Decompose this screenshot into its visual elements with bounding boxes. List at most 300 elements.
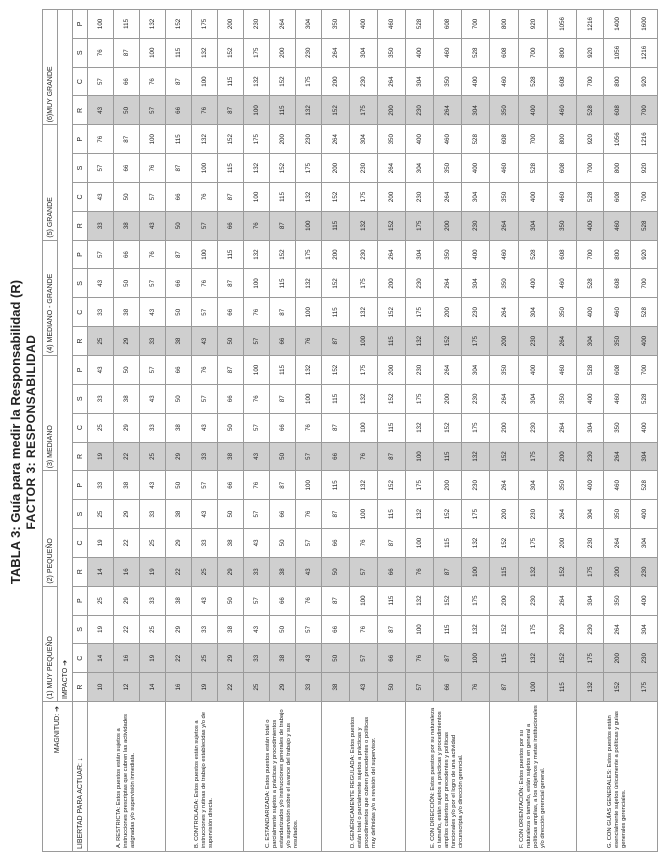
value-cell: 200 bbox=[378, 269, 406, 298]
value-cell: 25 bbox=[244, 673, 270, 702]
value-cell: 264 bbox=[490, 211, 519, 240]
value-cell: 175 bbox=[406, 211, 434, 240]
value-cell: 264 bbox=[322, 125, 350, 154]
value-cell: 264 bbox=[604, 615, 631, 644]
value-cell: 400 bbox=[462, 154, 490, 183]
value-cell: 200 bbox=[490, 413, 519, 442]
value-cell: 800 bbox=[604, 240, 631, 269]
impact-code: C bbox=[73, 182, 88, 211]
value-cell: 57 bbox=[350, 644, 378, 673]
value-cell: 350 bbox=[604, 327, 631, 356]
value-cell: 460 bbox=[548, 96, 577, 125]
value-cell: 38 bbox=[114, 471, 140, 500]
value-cell: 152 bbox=[322, 355, 350, 384]
value-cell: 38 bbox=[218, 529, 244, 558]
value-cell: 115 bbox=[378, 327, 406, 356]
value-cell: 528 bbox=[406, 9, 434, 38]
value-cell: 100 bbox=[140, 125, 166, 154]
value-cell: 50 bbox=[270, 529, 296, 558]
value-cell: 400 bbox=[462, 67, 490, 96]
value-cell: 43 bbox=[244, 442, 270, 471]
value-cell: 66 bbox=[434, 673, 462, 702]
value-cell: 700 bbox=[631, 269, 658, 298]
value-cell: 38 bbox=[114, 298, 140, 327]
value-cell: 50 bbox=[218, 586, 244, 615]
value-cell: 400 bbox=[350, 9, 378, 38]
value-cell: 528 bbox=[577, 96, 604, 125]
value-cell: 460 bbox=[490, 154, 519, 183]
value-cell: 350 bbox=[434, 67, 462, 96]
impact-code: C bbox=[73, 67, 88, 96]
value-cell: 175 bbox=[296, 240, 322, 269]
value-cell: 100 bbox=[462, 557, 490, 586]
value-cell: 38 bbox=[218, 615, 244, 644]
value-cell: 264 bbox=[378, 240, 406, 269]
table-row bbox=[406, 9, 434, 851]
value-cell: 1056 bbox=[604, 125, 631, 154]
value-cell: 66 bbox=[322, 442, 350, 471]
value-cell: 264 bbox=[434, 96, 462, 125]
value-cell: 57 bbox=[192, 471, 218, 500]
value-cell: 608 bbox=[604, 182, 631, 211]
value-cell: 57 bbox=[296, 529, 322, 558]
value-cell: 57 bbox=[192, 384, 218, 413]
value-cell: 57 bbox=[140, 269, 166, 298]
value-cell: 264 bbox=[434, 269, 462, 298]
value-cell: 25 bbox=[88, 327, 114, 356]
value-cell: 152 bbox=[490, 529, 519, 558]
value-cell: 608 bbox=[604, 355, 631, 384]
value-cell: 43 bbox=[296, 644, 322, 673]
value-cell: 200 bbox=[604, 644, 631, 673]
value-cell: 700 bbox=[519, 125, 548, 154]
value-cell: 800 bbox=[548, 125, 577, 154]
value-cell: 57 bbox=[244, 413, 270, 442]
value-cell: 76 bbox=[244, 298, 270, 327]
value-cell: 33 bbox=[140, 327, 166, 356]
value-cell: 175 bbox=[577, 644, 604, 673]
value-cell: 920 bbox=[631, 67, 658, 96]
value-cell: 43 bbox=[192, 586, 218, 615]
value-cell: 350 bbox=[548, 298, 577, 327]
impact-code: P bbox=[73, 471, 88, 500]
value-cell: 66 bbox=[322, 529, 350, 558]
value-cell: 100 bbox=[406, 529, 434, 558]
value-cell: 50 bbox=[378, 673, 406, 702]
value-cell: 87 bbox=[114, 38, 140, 67]
value-cell: 200 bbox=[270, 125, 296, 154]
value-cell: 460 bbox=[378, 9, 406, 38]
value-cell: 350 bbox=[434, 240, 462, 269]
impact-code: C bbox=[73, 413, 88, 442]
value-cell: 132 bbox=[296, 96, 322, 125]
value-cell: 200 bbox=[322, 67, 350, 96]
magnitude-header: (2) PEQUEÑO bbox=[43, 471, 58, 586]
value-cell: 29 bbox=[218, 644, 244, 673]
value-cell: 50 bbox=[114, 182, 140, 211]
value-cell: 57 bbox=[406, 673, 434, 702]
value-cell: 304 bbox=[577, 586, 604, 615]
impact-code: C bbox=[73, 529, 88, 558]
value-cell: 87 bbox=[322, 500, 350, 529]
value-cell: 528 bbox=[519, 67, 548, 96]
value-cell: 200 bbox=[434, 211, 462, 240]
value-cell: 25 bbox=[140, 529, 166, 558]
value-cell: 132 bbox=[462, 615, 490, 644]
impact-code: P bbox=[73, 355, 88, 384]
value-cell: 400 bbox=[519, 182, 548, 211]
value-cell: 25 bbox=[140, 615, 166, 644]
value-cell: 152 bbox=[434, 327, 462, 356]
value-cell: 12 bbox=[114, 673, 140, 702]
impact-code: S bbox=[73, 500, 88, 529]
value-cell: 608 bbox=[548, 154, 577, 183]
value-cell: 200 bbox=[604, 557, 631, 586]
value-cell: 115 bbox=[218, 67, 244, 96]
value-cell: 87 bbox=[434, 557, 462, 586]
value-cell: 115 bbox=[322, 471, 350, 500]
value-cell: 100 bbox=[244, 96, 270, 125]
value-cell: 115 bbox=[270, 182, 296, 211]
value-cell: 230 bbox=[519, 586, 548, 615]
value-cell: 115 bbox=[548, 673, 577, 702]
value-cell: 87 bbox=[218, 96, 244, 125]
value-cell: 29 bbox=[218, 557, 244, 586]
value-cell: 152 bbox=[322, 269, 350, 298]
value-cell: 304 bbox=[519, 298, 548, 327]
value-cell: 230 bbox=[350, 154, 378, 183]
value-cell: 16 bbox=[166, 673, 192, 702]
value-cell: 920 bbox=[577, 38, 604, 67]
freedom-level-description: F. CON ORIENTACIÓN: Estos puestos por su naturaleza o tamaño, están sujetos en general a políticas amplias, a los objetivos y metas institucionales y/o dirección gerencial general. bbox=[490, 702, 577, 852]
value-cell: 87 bbox=[378, 615, 406, 644]
value-cell: 1056 bbox=[604, 38, 631, 67]
value-cell: 38 bbox=[218, 442, 244, 471]
freedom-level-description: C. ESTANDARIZADA: Estos puestos están total o parcialmente sujetos a prácticas y procedimientos estandarizados y/o instrucciones generales de trabajo y/o supervisión sobre el avance del trabajo y sus resultados. bbox=[244, 702, 322, 852]
value-cell: 1400 bbox=[604, 9, 631, 38]
value-cell: 50 bbox=[166, 298, 192, 327]
magnitud-label: MAGNITUD: ➔ bbox=[43, 702, 73, 852]
value-cell: 76 bbox=[88, 125, 114, 154]
value-cell: 33 bbox=[140, 500, 166, 529]
value-cell: 460 bbox=[490, 240, 519, 269]
value-cell: 200 bbox=[548, 442, 577, 471]
value-cell: 33 bbox=[296, 673, 322, 702]
value-cell: 264 bbox=[322, 38, 350, 67]
magnitude-header: (6)MUY GRANDE bbox=[43, 9, 58, 124]
value-cell: 304 bbox=[519, 384, 548, 413]
value-cell: 350 bbox=[378, 38, 406, 67]
value-cell: 66 bbox=[218, 471, 244, 500]
value-cell: 29 bbox=[114, 500, 140, 529]
value-cell: 152 bbox=[434, 586, 462, 615]
value-cell: 700 bbox=[631, 96, 658, 125]
value-cell: 76 bbox=[88, 38, 114, 67]
value-cell: 608 bbox=[604, 96, 631, 125]
value-cell: 132 bbox=[406, 413, 434, 442]
value-cell: 132 bbox=[350, 298, 378, 327]
value-cell: 350 bbox=[604, 586, 631, 615]
value-cell: 66 bbox=[322, 615, 350, 644]
value-cell: 33 bbox=[192, 615, 218, 644]
value-cell: 100 bbox=[406, 442, 434, 471]
value-cell: 132 bbox=[519, 644, 548, 673]
value-cell: 528 bbox=[577, 355, 604, 384]
value-cell: 152 bbox=[270, 154, 296, 183]
value-cell: 350 bbox=[548, 384, 577, 413]
value-cell: 50 bbox=[166, 211, 192, 240]
value-cell: 175 bbox=[462, 413, 490, 442]
value-cell: 66 bbox=[218, 298, 244, 327]
value-cell: 304 bbox=[577, 500, 604, 529]
value-cell: 25 bbox=[140, 442, 166, 471]
value-cell: 115 bbox=[378, 586, 406, 615]
value-cell: 230 bbox=[296, 38, 322, 67]
value-cell: 175 bbox=[192, 9, 218, 38]
value-cell: 608 bbox=[548, 240, 577, 269]
value-cell: 200 bbox=[490, 586, 519, 615]
value-cell: 66 bbox=[166, 269, 192, 298]
value-cell: 528 bbox=[462, 38, 490, 67]
value-cell: 152 bbox=[434, 413, 462, 442]
value-cell: 22 bbox=[114, 442, 140, 471]
value-cell: 57 bbox=[140, 182, 166, 211]
value-cell: 19 bbox=[88, 615, 114, 644]
table-row bbox=[88, 9, 114, 851]
value-cell: 230 bbox=[462, 384, 490, 413]
value-cell: 57 bbox=[244, 500, 270, 529]
value-cell: 43 bbox=[140, 384, 166, 413]
value-cell: 304 bbox=[631, 529, 658, 558]
value-cell: 528 bbox=[462, 125, 490, 154]
value-cell: 304 bbox=[462, 182, 490, 211]
value-cell: 33 bbox=[88, 298, 114, 327]
value-cell: 264 bbox=[548, 327, 577, 356]
freedom-level-description: A. RESTRICTA: Estos puestos están sujetos a instrucciones prescriptas que cubren las actividades asignadas y/o supervisión inmediata. bbox=[88, 702, 166, 852]
value-cell: 304 bbox=[296, 9, 322, 38]
impact-code: S bbox=[73, 154, 88, 183]
value-cell: 87 bbox=[270, 298, 296, 327]
value-cell: 100 bbox=[140, 38, 166, 67]
value-cell: 304 bbox=[350, 38, 378, 67]
impact-code: P bbox=[73, 9, 88, 38]
value-cell: 230 bbox=[462, 471, 490, 500]
magnitude-header-row bbox=[43, 9, 58, 851]
value-cell: 175 bbox=[577, 557, 604, 586]
value-cell: 175 bbox=[462, 500, 490, 529]
value-cell: 66 bbox=[166, 96, 192, 125]
value-cell: 87 bbox=[166, 240, 192, 269]
value-cell: 175 bbox=[462, 586, 490, 615]
value-cell: 304 bbox=[519, 211, 548, 240]
value-cell: 132 bbox=[350, 471, 378, 500]
value-cell: 350 bbox=[604, 413, 631, 442]
value-cell: 230 bbox=[406, 269, 434, 298]
value-cell: 57 bbox=[88, 67, 114, 96]
value-cell: 230 bbox=[462, 298, 490, 327]
value-cell: 66 bbox=[114, 67, 140, 96]
value-cell: 152 bbox=[378, 298, 406, 327]
value-cell: 87 bbox=[322, 586, 350, 615]
value-cell: 460 bbox=[548, 269, 577, 298]
value-cell: 16 bbox=[114, 557, 140, 586]
value-cell: 230 bbox=[350, 240, 378, 269]
value-cell: 100 bbox=[244, 355, 270, 384]
value-cell: 38 bbox=[114, 384, 140, 413]
rcsp-header-row bbox=[73, 9, 88, 851]
value-cell: 460 bbox=[434, 38, 462, 67]
value-cell: 57 bbox=[192, 211, 218, 240]
value-cell: 175 bbox=[350, 269, 378, 298]
value-cell: 50 bbox=[114, 96, 140, 125]
value-cell: 50 bbox=[114, 269, 140, 298]
value-cell: 66 bbox=[218, 384, 244, 413]
value-cell: 76 bbox=[350, 615, 378, 644]
magnitude-header: (4) MEDIANO - GRANDE bbox=[43, 240, 58, 355]
value-cell: 50 bbox=[114, 355, 140, 384]
value-cell: 66 bbox=[270, 500, 296, 529]
value-cell: 175 bbox=[519, 615, 548, 644]
value-cell: 132 bbox=[192, 38, 218, 67]
value-cell: 115 bbox=[434, 615, 462, 644]
value-cell: 22 bbox=[114, 615, 140, 644]
value-cell: 200 bbox=[378, 182, 406, 211]
value-cell: 22 bbox=[218, 673, 244, 702]
value-cell: 200 bbox=[434, 298, 462, 327]
value-cell: 264 bbox=[490, 471, 519, 500]
value-cell: 608 bbox=[548, 67, 577, 96]
value-cell: 115 bbox=[490, 557, 519, 586]
value-cell: 100 bbox=[350, 327, 378, 356]
impact-code: S bbox=[73, 269, 88, 298]
value-cell: 230 bbox=[406, 355, 434, 384]
value-cell: 350 bbox=[490, 96, 519, 125]
value-cell: 29 bbox=[166, 529, 192, 558]
value-cell: 14 bbox=[88, 557, 114, 586]
value-cell: 87 bbox=[270, 471, 296, 500]
value-cell: 920 bbox=[577, 125, 604, 154]
value-cell: 132 bbox=[244, 240, 270, 269]
value-cell: 87 bbox=[218, 182, 244, 211]
value-cell: 400 bbox=[577, 384, 604, 413]
value-cell: 76 bbox=[296, 413, 322, 442]
table-title: TABLA 3: Guía para medir la Responsabilidad (R) bbox=[8, 279, 23, 585]
value-cell: 87 bbox=[270, 211, 296, 240]
value-cell: 76 bbox=[296, 586, 322, 615]
value-cell: 460 bbox=[548, 182, 577, 211]
value-cell: 76 bbox=[244, 211, 270, 240]
table-row bbox=[244, 9, 270, 851]
value-cell: 175 bbox=[631, 673, 658, 702]
value-cell: 115 bbox=[378, 500, 406, 529]
value-cell: 43 bbox=[88, 269, 114, 298]
value-cell: 460 bbox=[604, 211, 631, 240]
value-cell: 528 bbox=[577, 182, 604, 211]
value-cell: 22 bbox=[166, 644, 192, 673]
value-cell: 152 bbox=[322, 182, 350, 211]
value-cell: 115 bbox=[322, 211, 350, 240]
value-cell: 528 bbox=[519, 240, 548, 269]
freedom-level-description: G. CON GUÍAS GENERALES: Estos puestos están esencialmente sujetos únicamente a políticas y guías generales gerenciales. bbox=[577, 702, 658, 852]
value-cell: 43 bbox=[192, 327, 218, 356]
value-cell: 175 bbox=[350, 355, 378, 384]
value-cell: 50 bbox=[322, 644, 350, 673]
impact-code: P bbox=[73, 240, 88, 269]
value-cell: 400 bbox=[577, 298, 604, 327]
value-cell: 66 bbox=[166, 182, 192, 211]
value-cell: 115 bbox=[270, 355, 296, 384]
value-cell: 33 bbox=[244, 557, 270, 586]
value-cell: 200 bbox=[434, 471, 462, 500]
value-cell: 400 bbox=[577, 211, 604, 240]
value-cell: 200 bbox=[490, 327, 519, 356]
value-cell: 43 bbox=[140, 298, 166, 327]
value-cell: 264 bbox=[604, 529, 631, 558]
value-cell: 460 bbox=[490, 67, 519, 96]
value-cell: 50 bbox=[218, 500, 244, 529]
value-cell: 66 bbox=[270, 413, 296, 442]
value-cell: 132 bbox=[296, 355, 322, 384]
value-cell: 38 bbox=[322, 673, 350, 702]
value-cell: 800 bbox=[548, 38, 577, 67]
value-cell: 132 bbox=[519, 557, 548, 586]
value-cell: 350 bbox=[490, 269, 519, 298]
value-cell: 50 bbox=[218, 413, 244, 442]
value-cell: 528 bbox=[631, 211, 658, 240]
value-cell: 100 bbox=[350, 586, 378, 615]
value-cell: 29 bbox=[114, 327, 140, 356]
value-cell: 1216 bbox=[631, 38, 658, 67]
value-cell: 132 bbox=[350, 384, 378, 413]
value-cell: 200 bbox=[378, 355, 406, 384]
value-cell: 100 bbox=[462, 644, 490, 673]
value-cell: 100 bbox=[192, 240, 218, 269]
value-cell: 50 bbox=[270, 442, 296, 471]
value-cell: 528 bbox=[631, 471, 658, 500]
value-cell: 25 bbox=[192, 644, 218, 673]
value-cell: 87 bbox=[166, 154, 192, 183]
value-cell: 43 bbox=[88, 96, 114, 125]
value-cell: 700 bbox=[577, 240, 604, 269]
value-cell: 87 bbox=[378, 529, 406, 558]
value-cell: 152 bbox=[166, 9, 192, 38]
value-cell: 175 bbox=[296, 67, 322, 96]
value-cell: 57 bbox=[296, 442, 322, 471]
value-cell: 200 bbox=[490, 500, 519, 529]
value-cell: 57 bbox=[244, 586, 270, 615]
impact-code: P bbox=[73, 125, 88, 154]
value-cell: 115 bbox=[490, 644, 519, 673]
value-cell: 87 bbox=[322, 327, 350, 356]
value-cell: 350 bbox=[490, 355, 519, 384]
value-cell: 43 bbox=[296, 557, 322, 586]
value-cell: 87 bbox=[218, 355, 244, 384]
table-row bbox=[322, 9, 350, 851]
value-cell: 528 bbox=[519, 154, 548, 183]
value-cell: 264 bbox=[270, 9, 296, 38]
impact-code: R bbox=[73, 96, 88, 125]
magnitude-header: (3) MEDIANO bbox=[43, 355, 58, 470]
value-cell: 10 bbox=[88, 673, 114, 702]
impacto-label: IMPACTO ➔ bbox=[58, 9, 73, 701]
impact-code: C bbox=[73, 644, 88, 673]
value-cell: 400 bbox=[631, 413, 658, 442]
value-cell: 66 bbox=[218, 211, 244, 240]
value-cell: 152 bbox=[270, 67, 296, 96]
value-cell: 230 bbox=[406, 96, 434, 125]
value-cell: 152 bbox=[218, 125, 244, 154]
value-cell: 76 bbox=[192, 182, 218, 211]
